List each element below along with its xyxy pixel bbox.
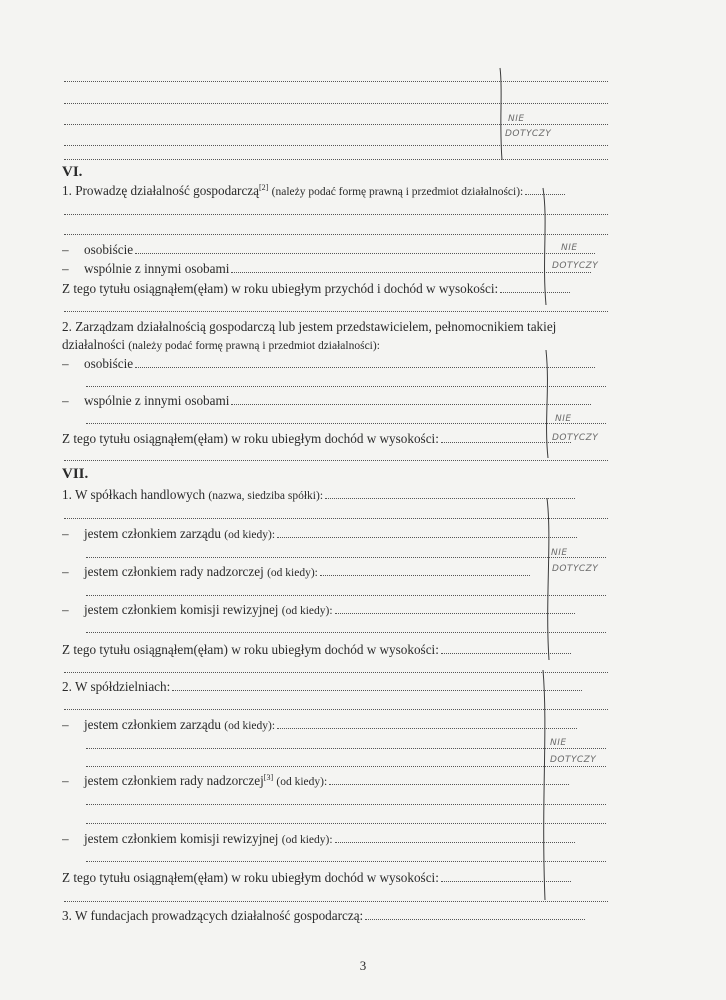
dash: – [62, 242, 69, 257]
page-number: 3 [359, 958, 367, 973]
fill-line [62, 203, 610, 219]
vi2-income [62, 431, 610, 447]
vii2-income [62, 870, 610, 886]
vi2-opt-personal-label: osobiście [84, 356, 134, 371]
fill-line [62, 92, 610, 108]
fill-line [84, 375, 610, 391]
vi2-opt-others-label: wspólnie z innymi osobami [84, 393, 230, 408]
since-label: (od kiedy): [224, 529, 276, 541]
since-label: (od kiedy): [267, 567, 318, 579]
fill-line [62, 698, 610, 714]
fill-line [62, 148, 610, 164]
dash: – [62, 356, 69, 371]
handwritten-nie: NIE [555, 414, 572, 424]
vii2-board-label: jestem członkiem zarządu [84, 717, 221, 732]
dash: – [62, 526, 69, 541]
vii-item3 [62, 908, 610, 924]
handwritten-nie: NIE [550, 738, 567, 748]
vi-opt-personal [62, 242, 610, 258]
vii-item3-text: 3. W fundacjach prowadzących działalność gospodarczą: [62, 908, 364, 923]
vi-item2-line1: 2. Zarządzam działalnością gospodarczą lub jestem przedstawicielem, pełnomocnikiem takiej [62, 319, 557, 334]
vii-board-label: jestem członkiem zarządu [84, 526, 221, 541]
section-vi-heading: VI. [62, 164, 83, 180]
vii2-audit [62, 831, 610, 847]
vii2-income-label: Z tego tytułu osiągnąłem(ęłam) w roku ubiegłym dochód w wysokości: [62, 870, 439, 885]
vi-item1 [62, 183, 610, 199]
handwritten-nie: NIE [561, 243, 578, 253]
fill-line [84, 546, 610, 562]
fill-line [62, 70, 610, 86]
fill-line [62, 449, 610, 465]
fill-line [84, 621, 610, 637]
handwritten-dotyczy: DOTYCZY [505, 129, 552, 139]
vi2-opt-others [62, 393, 610, 409]
vi-item2-line2 [62, 337, 610, 353]
dash: – [62, 831, 69, 846]
handwritten-nie: NIE [508, 114, 525, 124]
dash: – [62, 717, 69, 732]
fill-line [62, 661, 610, 677]
vi-opt-others-label: wspólnie z innymi osobami [84, 261, 230, 276]
dash: – [62, 564, 69, 579]
fill-line [62, 223, 610, 239]
since-label: (od kiedy): [281, 834, 333, 846]
vi2-income-label: Z tego tytułu osiągnąłem(ęłam) w roku ubiegłym dochód w wysokości: [62, 431, 439, 446]
vii-supervisory [62, 564, 610, 580]
vii-item2-text: 2. W spółdzielniach: [62, 679, 171, 694]
vii-item1 [62, 487, 610, 503]
fill-line [84, 793, 610, 809]
handwritten-dotyczy: DOTYCZY [552, 433, 599, 443]
vi-item1-text: 1. Prowadzę działalność gospodarczą [62, 183, 260, 198]
fill-line [62, 300, 610, 316]
handwritten-dotyczy: DOTYCZY [552, 564, 599, 574]
vii2-board [62, 717, 610, 733]
vii-income [62, 642, 610, 658]
handwritten-nie: NIE [551, 548, 568, 558]
dash: – [62, 261, 69, 276]
vii-item2 [62, 679, 610, 695]
fill-line [84, 737, 610, 753]
vii-board [62, 526, 610, 542]
footnote-ref: [2] [259, 183, 269, 192]
fill-line [84, 755, 610, 771]
vi-opt-personal-label: osobiście [84, 242, 134, 257]
since-label: (od kiedy): [281, 605, 333, 617]
handwritten-dotyczy: DOTYCZY [550, 755, 597, 765]
vi-income-label: Z tego tytułu osiągnąłem(ęłam) w roku ubiegłym przychód i dochód w wysokości: [62, 281, 499, 296]
fill-line [62, 890, 610, 906]
dash: – [62, 773, 69, 788]
vii-supervisory-label: jestem członkiem rady nadzorczej [84, 564, 264, 579]
fill-line [84, 812, 610, 828]
vi-item2-note: (należy podać formę prawną i przedmiot działalności): [128, 340, 380, 352]
dash: – [62, 393, 69, 408]
vi-item2-label: działalności [62, 337, 125, 352]
vi2-opt-personal [62, 356, 610, 372]
vii2-audit-label: jestem członkiem komisji rewizyjnej [84, 831, 279, 846]
vii-audit [62, 602, 610, 618]
fill-line [62, 113, 610, 129]
fill-line [84, 850, 610, 866]
vii2-supervisory [62, 773, 610, 789]
vi-opt-others [62, 261, 610, 277]
fill-line [62, 507, 610, 523]
handwritten-dotyczy: DOTYCZY [552, 261, 599, 271]
dash: – [62, 602, 69, 617]
vi-income [62, 281, 610, 297]
vi-item1-note: (należy podać formę prawną i przedmiot działalności): [271, 186, 524, 198]
since-label: (od kiedy): [276, 776, 328, 788]
vii-income-label: Z tego tytułu osiągnąłem(ęłam) w roku ubiegłym dochód w wysokości: [62, 642, 439, 657]
since-label: (od kiedy): [224, 720, 276, 732]
vii-audit-label: jestem członkiem komisji rewizyjnej [84, 602, 279, 617]
fill-line [84, 412, 610, 428]
section-vii-heading: VII. [62, 466, 89, 482]
vii2-supervisory-label: jestem członkiem rady nadzorczej [84, 773, 264, 788]
vii-item1-text: 1. W spółkach handlowych [62, 487, 206, 502]
fill-line [84, 584, 610, 600]
vii-item1-note: (nazwa, siedziba spółki): [208, 490, 324, 502]
footnote-ref: [3] [263, 773, 274, 782]
